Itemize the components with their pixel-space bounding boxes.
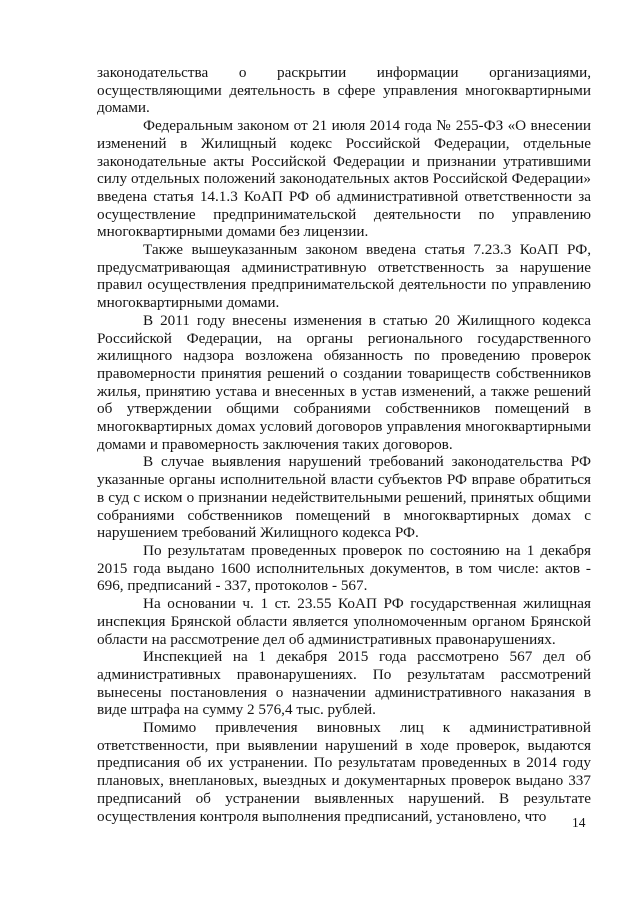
paragraph-administrative-cases: Инспекцией на 1 декабря 2015 года рассмотрено 567 дел об административных правонарушениях. По результатам рассмотрений вынесены постановления о назначении административного наказания в виде штрафа на сумму 2 576,4 тыс. рублей. <box>97 648 591 719</box>
paragraph-prescriptions: Помимо привлечения виновных лиц к административной ответственности, при выявлении нарушений в ходе проверок, выдаются предписания об их устранении. По результатам проведенных в 2014 году плановых, внеплановых, выездных и документарных проверок выдано 337 предписаний об устранении выявленных нарушений. В результате осуществления контроля выполнения предписаний, установлено, что <box>97 719 591 825</box>
paragraph-article-7-23-3: Также вышеуказанным законом введена статья 7.23.3 КоАП РФ, предусматривающая административную ответственность за нарушение правил осуществления предпринимательской деятельности по управлению многоквартирными домами. <box>97 241 591 312</box>
paragraph-disclosure-continuation: законодательства о раскрытии информации организациями, осуществляющими деятельность в сфере управления многоквартирными домами. <box>97 64 591 117</box>
paragraph-authorized-body: На основании ч. 1 ст. 23.55 КоАП РФ государственная жилищная инспекция Брянской области является уполномоченным органом Брянской области на рассмотрение дел об административных правонарушениях. <box>97 595 591 648</box>
paragraph-inspection-results: По результатам проведенных проверок по состоянию на 1 декабря 2015 года выдано 1600 исполнительных документов, в том числе: актов - 696, предписаний - 337, протоколов - 567. <box>97 541 591 595</box>
page-number: 14 <box>572 815 586 830</box>
paragraph-federal-law-255: Федеральным законом от 21 июля 2014 года № 255-ФЗ «О внесении изменений в Жилищный кодекс Российской Федерации, отдельные законодательные акты Российской Федерации и признании утратившими силу отдельных положений законодательных актов Российской Федерации» введена статья 14.1.3 КоАП РФ об административной ответственности за осуществление предпринимательской деятельности по управлению многоквартирными домами без лицензии. <box>97 117 591 241</box>
paragraph-housing-code-article-20: В 2011 году внесены изменения в статью 20 Жилищного кодекса Российской Федерации, на органы регионального государственного жилищного надзора возложена обязанность по проведению проверок правомерности принятия решений о создании товариществ собственников жилья, принятию устава и внесенных в устав изменений, а также решений об утверждении общими собраниями собственников помещений в многоквартирных домах условий договоров управления многоквартирными домами и правомерность заключения таких договоров. <box>97 311 591 453</box>
paragraph-court-claims: В случае выявления нарушений требований законодательства РФ указанные органы исполнительной власти субъектов РФ вправе обратиться в суд с иском о признании недействительными решений, принятых общими собраниями собственников помещений в многоквартирных домах с нарушением требований Жилищного кодекса РФ. <box>97 453 591 542</box>
document-body <box>97 64 591 825</box>
